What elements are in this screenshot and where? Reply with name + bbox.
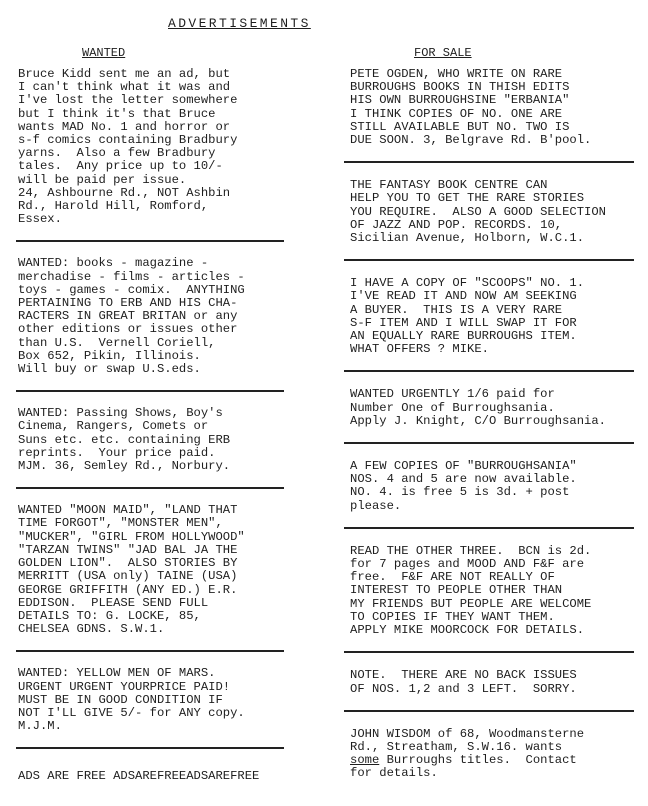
underlined-word: some [350, 753, 380, 768]
divider [16, 487, 284, 489]
ad-bruce-kidd: Bruce Kidd sent me an ad, but I can't think what it was and I've lost the letter somewhere but I think it's that Bruce wants MAD No. 1 and horror or s-f comics containing Bradbury yarns. Also a few Bradbury tales. Any price up to 10/- will be paid per issue. 24, Ashbourne Rd., NOT Ashbin Rd., Harold Hill, Romford, Essex. [18, 67, 238, 227]
divider [344, 259, 634, 261]
divider [16, 747, 284, 749]
wanted-heading: WANTED [82, 46, 126, 60]
ad-text: JOHN WISDOM of 68, Woodmansterne Rd., Streatham, S.W.16. wants [350, 726, 585, 754]
footer-note: ADS ARE FREE ADSAREFREEADSAREFREE [18, 769, 260, 783]
divider [344, 370, 634, 372]
ad-pete-ogden: PETE OGDEN, WHO WRITE ON RARE BURROUGHS BOOKS IN THISH EDITS HIS OWN BURROUGHSINE "ERBANIA" I THINK COPIES OF NO. ONE ARE STILL AVAILABLE BUT NO. TWO IS DUE SOON. 3, Belgrave Rd. B'pool. [350, 67, 592, 148]
ad-fantasy-book-centre: THE FANTASY BOOK CENTRE CAN HELP YOU TO GET THE RARE STORIES YOU REQUIRE. ALSO A GOOD SELECTION OF JAZZ AND POP. RECORDS. 10, Sicilian Avenue, Holborn, W.C.1. [350, 178, 606, 246]
ad-vernell-coriell: WANTED: books - magazine - merchadise - films - articles - toys - games - comix. ANYTHING PERTAINING TO ERB AND HIS CHA- RACTERS IN GREAT BRITAN or any other editions or issues other than U.S. Vernell Coriell, Box 652, Pikin, Illinois. Will buy or swap U.S.eds. [18, 256, 245, 377]
divider [344, 527, 634, 529]
ad-g-locke: WANTED "MOON MAID", "LAND THAT TIME FORGOT", "MONSTER MEN", "MUCKER", "GIRL FROM HOLLYWOOD" "TARZAN TWINS" "JAD BAL JA THE GOLDEN LION". ALSO STORIES BY MERRITT (USA only) TAINE (USA) GEORGE GRIFFITH (ANY ED.) E.R. EDDISON. PLEASE SEND FULL DETAILS TO: G. LOCKE, 85, CHELSEA GDNS. S.W.1. [18, 503, 245, 637]
ad-john-wisdom [350, 728, 642, 781]
divider [16, 240, 284, 242]
ad-back-issues-note: NOTE. THERE ARE NO BACK ISSUES OF NOS. 1,2 and 3 LEFT. SORRY. [350, 668, 577, 696]
divider [344, 651, 634, 653]
divider [344, 442, 634, 444]
ad-burroughsania-copies: A FEW COPIES OF "BURROUGHSANIA" NOS. 4 and 5 are now available. NO. 4. is free 5 is 3d. + post please. [350, 459, 577, 513]
for-sale-heading: FOR SALE [414, 46, 472, 60]
ad-mike-moorcock: READ THE OTHER THREE. BCN is 2d. for 7 pages and MOOD AND F&F are free. F&F ARE NOT REALLY OF INTEREST TO PEOPLE OTHER THAN MY FRIENDS BUT PEOPLE ARE WELCOME TO COPIES IF THEY WANT THEM. APPLY MIKE MOORCOCK FOR DETAILS. [350, 543, 592, 638]
ad-yellow-men-of-mars: WANTED: YELLOW MEN OF MARS. URGENT URGENT YOURPRICE PAID! MUST BE IN GOOD CONDITION IF NOT I'LL GIVE 5/- for ANY copy. M.J.M. [18, 666, 245, 734]
divider [344, 710, 634, 712]
divider [16, 650, 284, 652]
for-sale-column [350, 68, 642, 781]
divider [344, 161, 634, 163]
ad-scoops: I HAVE A COPY OF "SCOOPS" NO. 1. I'VE READ IT AND NOW AM SEEKING A BUYER. THIS IS A VERY RARE S-F ITEM AND I WILL SWAP IT FOR AN EQUALLY RARE BURROUGHS ITEM. WHAT OFFERS ? MIKE. [350, 276, 585, 357]
divider [16, 390, 284, 392]
wanted-column [18, 68, 276, 764]
page-title: ADVERTISEMENTS [168, 16, 311, 31]
ad-text: Burroughs titles. Contact for details. [350, 753, 577, 781]
ad-passing-shows: WANTED: Passing Shows, Boy's Cinema, Rangers, Comets or Suns etc. etc. containing ERB reprints. Your price paid. MJM. 36, Semley Rd., Norbury. [18, 406, 231, 474]
ad-j-knight: WANTED URGENTLY 1/6 paid for Number One of Burroughsania. Apply J. Knight, C/O Burroughsania. [350, 387, 606, 428]
